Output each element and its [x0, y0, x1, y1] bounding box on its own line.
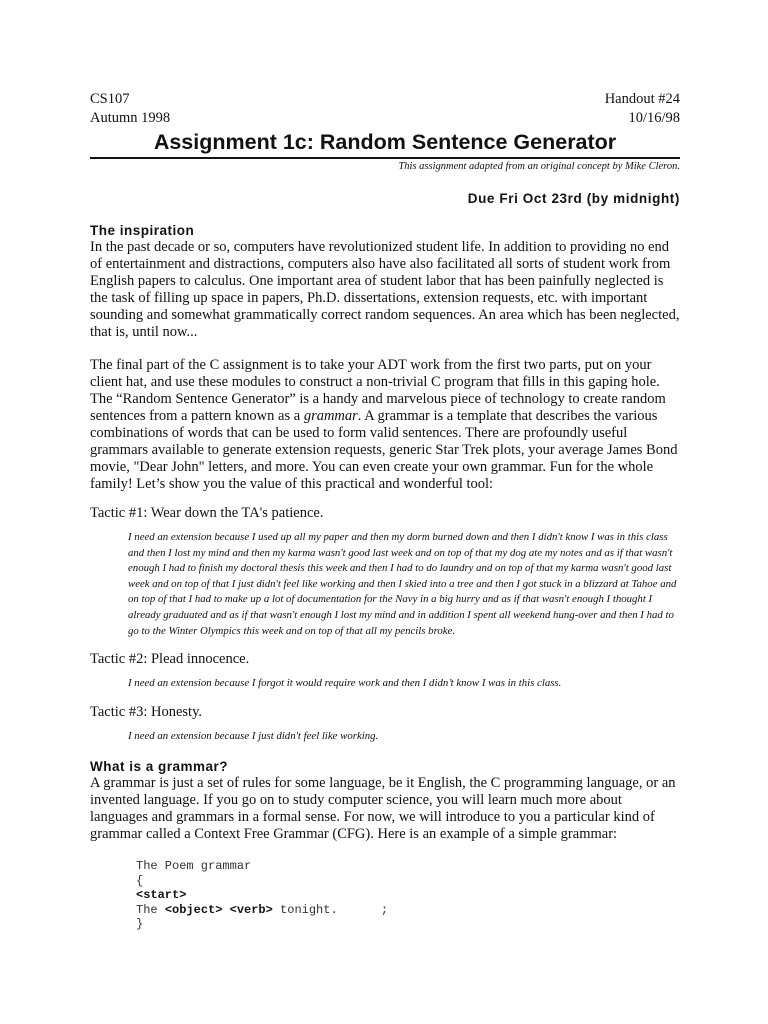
section-heading-grammar: What is a grammar?: [90, 759, 229, 775]
code-line-4: [136, 903, 388, 917]
handout-number: Handout #24: [604, 91, 680, 107]
tactic-1-label: Tactic #1: Wear down the TA's patience.: [90, 505, 324, 521]
course-code: CS107: [90, 91, 130, 107]
tactic-3-quote: I need an extension because I just didn't feel like working.: [128, 729, 379, 742]
para2-text-start: The final part of the C assignment is to take your ADT work from the first two parts, put on your client hat, and use these modules to construct a non-trivial C program that fills in this gaping hole. The “Random Sentence Generator” is a handy and marvelous piece of technology to create random sentences from a pattern known as a: [90, 357, 666, 424]
page-title: Assignment 1c: Random Sentence Generator: [90, 129, 680, 159]
code-line-2: {: [136, 873, 144, 888]
tactic-2-label: Tactic #2: Plead innocence.: [90, 651, 250, 668]
due-date: Due Fri Oct 23rd (by midnight): [467, 191, 680, 206]
inspiration-paragraph-1: In the past decade or so, computers have revolutionized student life. In addition to providing no end of entertainment and distractions, computers also have also facilitated all sorts of student work from English papers to calculus. One important area of student labor that has been painfully neglected is the task of filling up space in papers, Ph.D. dissertations, extension requests, etc. with important sounding and somewhat grammatically correct random sequences. An area which has been neglected, that is, until now...: [90, 239, 680, 340]
tactic-3-label: Tactic #3: Honesty.: [90, 703, 202, 720]
credit-line: This assignment adapted from an original concept by Mike Cleron.: [398, 161, 680, 172]
header-row-2: [90, 109, 680, 128]
inspiration-paragraph-2: [90, 357, 680, 493]
tactic-2-quote: I need an extension because I forgot it would require work and then I didn’t know I was in this class.: [128, 677, 562, 690]
code-text: The: [136, 902, 165, 917]
header-row-1: [90, 90, 680, 109]
grammar-paragraph: A grammar is just a set of rules for some language, be it English, the C programming language, or an invented language. If you go on to study computer science, you will learn much more about languages and grammars in a formal sense. For now, we will introduce to you a particular kind of grammar called a Context Free Grammar (CFG). Here is an example of a simple grammar:: [90, 775, 676, 843]
grammar-term: grammar: [303, 408, 358, 424]
code-space: [222, 903, 229, 917]
term: Autumn 1998: [90, 110, 171, 126]
tactic-1-quote: I need an extension because I used up all my paper and then my dorm burned down and then I didn't know I was in this class and then I lost my mind and then my karma wasn't good last week and on top of that my dog ate my notes and as if that wasn't enough I had to finish my doctoral thesis this week and then I had to do laundry and on top of that my karma wasn't good last week and on top of that I just didn't feel like working and then I skied into a tree and then I got stuck in a blizzard at Tahoe and on top of that I had to make up a lot of documentation for the Navy in a big hurry and as if that wasn't enough I thought I already graduated and as if that wasn't enough I lost my mind and in addition I spent all weekend hung-over and then I had to go to the Winter Olympics this week and on top of that all my pencils broke.: [128, 531, 677, 637]
code-line-5: }: [136, 917, 144, 932]
para2-text-end: . A grammar is a template that describes the various combinations of words that can be used to form valid sentences. There are profoundly useful grammars available to generate extension requests, generic Star Trek plots, your average James Bond movie, "Dear John" letters, and more. You can even create your own grammar. Fun for the whole family! Let’s show you the value of this practical and wonderful tool:: [90, 408, 678, 492]
section-heading-inspiration: The inspiration: [90, 223, 195, 238]
poem-grammar-code: [136, 859, 680, 932]
code-nonterminal-object: <object>: [164, 902, 223, 917]
handout-date: 10/16/98: [628, 110, 680, 126]
code-line-1: The Poem grammar: [136, 859, 252, 874]
code-line-3: <start>: [136, 888, 187, 903]
document-page: [90, 90, 680, 932]
code-nonterminal-verb: <verb>: [229, 902, 273, 917]
code-text-end: tonight. ;: [272, 902, 389, 917]
